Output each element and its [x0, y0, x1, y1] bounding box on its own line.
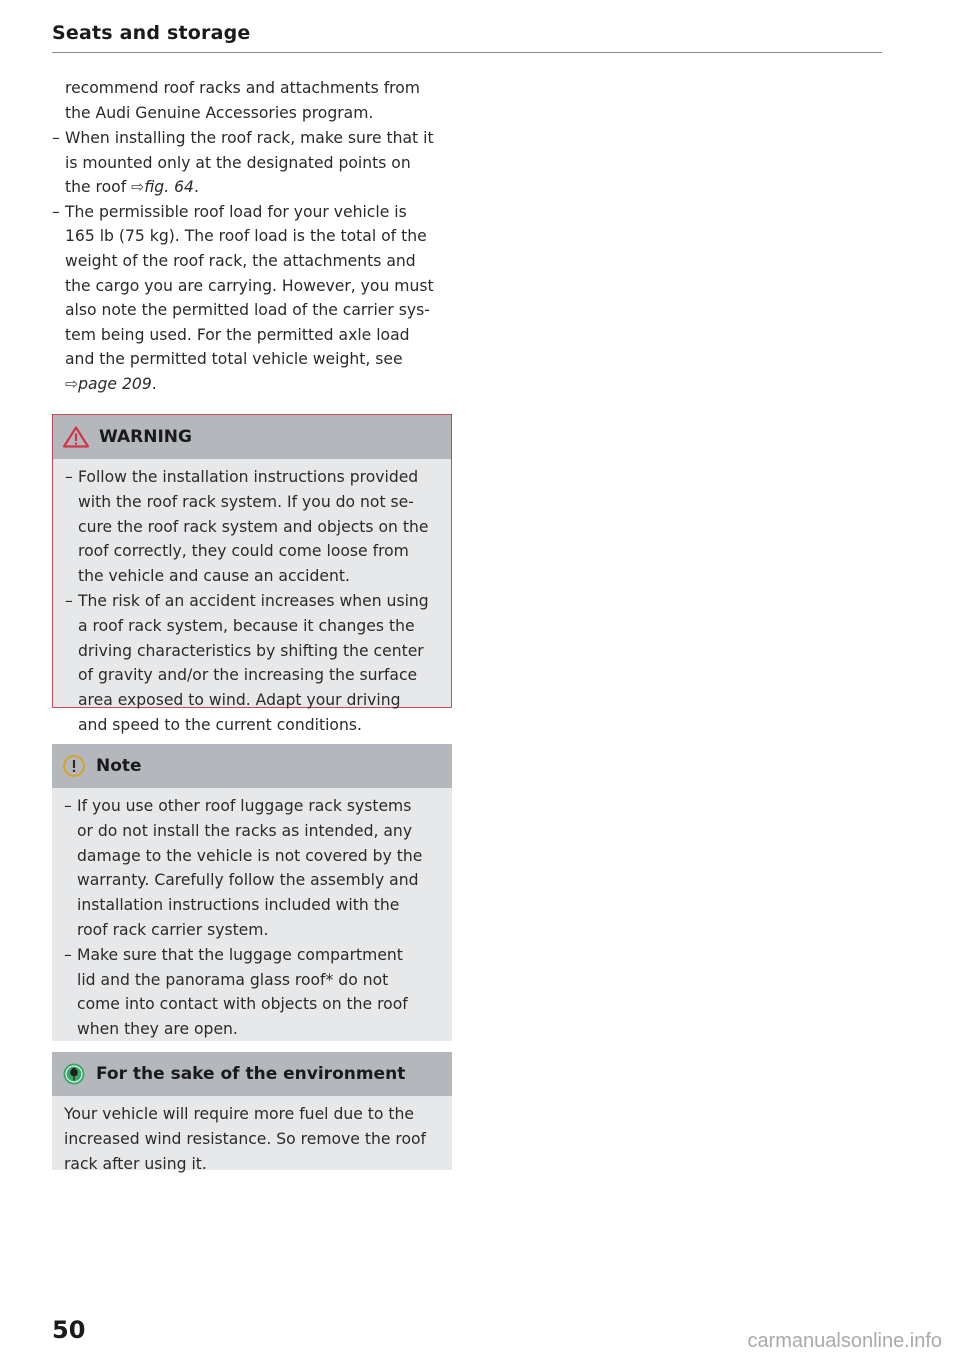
list-item [64, 943, 436, 1042]
bullet-line: also note the permitted load of the carrier sys- [65, 301, 430, 320]
environment-line: Your vehicle will require more fuel due to the [64, 1105, 414, 1123]
bullet-line: weight of the roof rack, the attachments and [65, 251, 416, 270]
warning-triangle-icon [63, 426, 89, 448]
note-list [64, 794, 436, 1042]
page-number: 50 [52, 1316, 86, 1344]
figure-reference-link[interactable]: fig. 64 [144, 178, 194, 197]
bullet-tail: . [193, 178, 199, 197]
warning-line: Follow the installation instructions provided [78, 468, 419, 486]
warning-body [53, 459, 451, 748]
environment-line: rack after using it. [64, 1154, 207, 1173]
watermark: carmanualsonline.info [747, 1330, 942, 1352]
warning-line: with the roof rack system. If you do not se- [78, 492, 414, 511]
environment-body [52, 1096, 452, 1186]
note-line: If you use other roof luggage rack systems [77, 797, 412, 815]
section-title: Seats and storage [52, 22, 251, 44]
warning-line: a roof rack system, because it changes the [78, 616, 415, 635]
warning-line: area exposed to wind. Adapt your driving [78, 691, 401, 710]
environment-line: increased wind resistance. So remove the roof [64, 1129, 427, 1148]
list-item [64, 794, 436, 943]
note-body [52, 788, 452, 1052]
note-line: installation instructions included with the [77, 896, 400, 915]
bullet-line [65, 372, 452, 397]
list-item [65, 465, 435, 589]
bullet-line: tem being used. For the permitted axle load [65, 325, 410, 344]
note-box [52, 744, 452, 1041]
note-exclamation-icon [62, 754, 86, 778]
intro-line: the Audi Genuine Accessories program. [65, 103, 374, 122]
warning-line: The risk of an accident increases when using [78, 591, 429, 610]
note-line: warranty. Carefully follow the assembly and [77, 871, 419, 890]
list-item [52, 200, 452, 397]
note-header [52, 744, 452, 788]
note-line: when they are open. [77, 1020, 238, 1039]
note-line: Make sure that the luggage compartment [77, 945, 403, 964]
note-line: lid and the panorama glass roof* do not [77, 970, 389, 989]
intro-paragraph [65, 76, 452, 125]
bullet-line: and the permitted total vehicle weight, see [65, 350, 403, 369]
list-item [52, 126, 452, 200]
warning-line: roof correctly, they could come loose from [78, 542, 409, 561]
warning-title: WARNING [99, 427, 192, 447]
bullet-tail: . [151, 374, 157, 393]
tree-leaf-icon [62, 1062, 86, 1086]
intro-line: recommend roof racks and attachments from [65, 79, 420, 97]
bullet-text: the roof [65, 178, 132, 197]
warning-box [52, 414, 452, 734]
page-reference-link[interactable]: page 209 [78, 374, 152, 393]
warning-line: the vehicle and cause an accident. [78, 567, 350, 586]
environment-title: For the sake of the environment [96, 1064, 406, 1084]
bullet-line: The permissible roof load for your vehicle is [65, 202, 407, 221]
header-divider [52, 52, 882, 53]
bullet-line [65, 175, 452, 200]
warning-list [65, 465, 435, 738]
cross-reference-arrow-icon: ⇨ [131, 178, 145, 197]
bullet-line: is mounted only at the designated points on [65, 153, 411, 172]
bullet-dash: – [52, 129, 60, 147]
warning-line: and speed to the current conditions. [78, 715, 362, 734]
bullet-dash: – [65, 468, 73, 486]
bullet-dash: – [64, 797, 72, 815]
warning-line: driving characteristics by shifting the center [78, 641, 424, 660]
bullet-line: the cargo you are carrying. However, you must [65, 276, 434, 295]
environment-header [52, 1052, 452, 1096]
warning-line: cure the roof rack system and objects on the [78, 517, 429, 536]
note-line: or do not install the racks as intended, any [77, 821, 413, 840]
note-line: roof rack carrier system. [77, 920, 269, 939]
environment-box [52, 1052, 452, 1173]
note-title: Note [96, 756, 142, 776]
cross-reference-arrow-icon: ⇨ [65, 374, 79, 393]
bullet-dash: – [65, 591, 73, 610]
bullet-dash: – [64, 945, 72, 964]
note-line: damage to the vehicle is not covered by the [77, 846, 423, 865]
warning-header [53, 415, 451, 459]
main-bullet-list [52, 126, 452, 397]
warning-line: of gravity and/or the increasing the surface [78, 666, 418, 685]
list-item [65, 589, 435, 738]
bullet-line: 165 lb (75 kg). The roof load is the total of the [65, 227, 427, 246]
note-line: come into contact with objects on the roof [77, 995, 408, 1014]
bullet-dash: – [52, 202, 60, 221]
bullet-line: When installing the roof rack, make sure that it [65, 129, 434, 147]
